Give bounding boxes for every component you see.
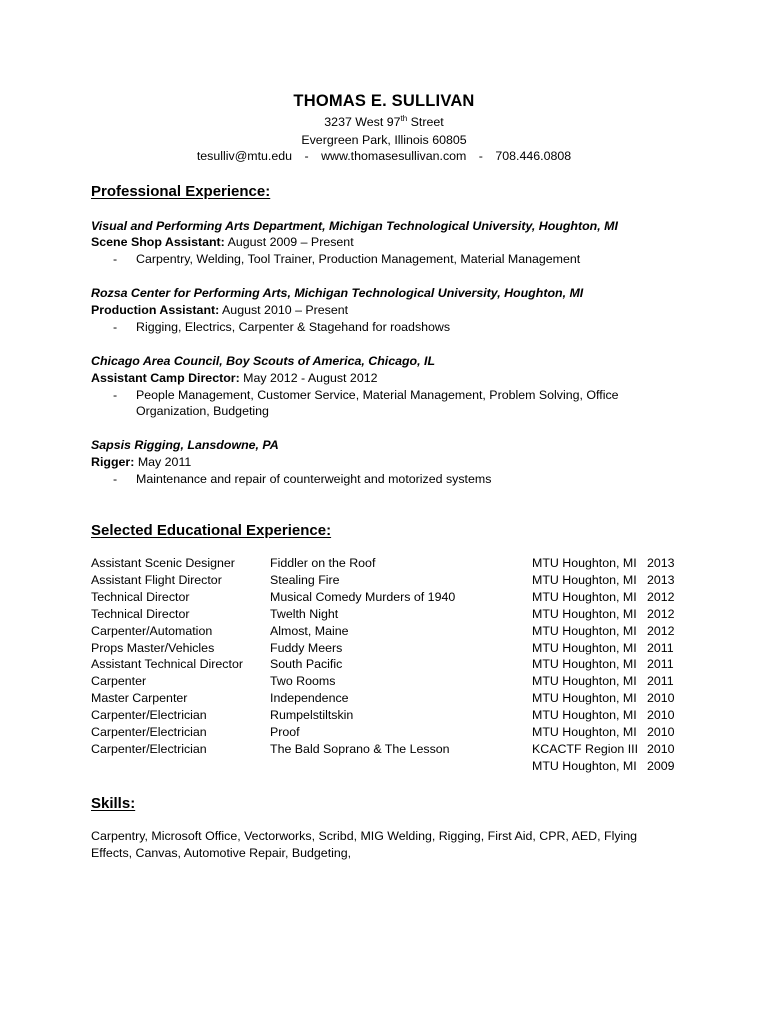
skills-line: Carpentry, Microsoft Office, Vectorworks, Scribd, MIG Welding, Rigging, First Aid, CPR, AED, Flying (91, 829, 638, 843)
education-year: 2010 (647, 708, 675, 723)
education-production: Two Rooms (270, 674, 336, 689)
education-year: 2011 (647, 657, 674, 672)
education-production: Fuddy Meers (270, 640, 343, 655)
experience-bullet: Maintenance and repair of counterweight and motorized systems (136, 472, 492, 486)
education-venue: MTU Houghton, MI (532, 725, 637, 739)
education-row (0, 709, 768, 726)
education-year: 2011 (647, 640, 674, 655)
education-year: 2013 (647, 572, 675, 587)
contact-email[interactable]: tesulliv@mtu.edu (196, 149, 293, 163)
education-production: Twelth Night (270, 606, 339, 621)
experience-title: Production Assistant: (91, 303, 220, 317)
education-production: Stealing Fire (270, 572, 340, 587)
bullet-dash: - (113, 472, 118, 486)
experience-role (91, 372, 378, 384)
education-row (0, 642, 768, 659)
experience-dates: May 2012 - August 2012 (239, 371, 378, 385)
resume-name: THOMAS E. SULLIVAN (293, 92, 475, 110)
education-row (0, 743, 768, 760)
educational-experience-heading: Selected Educational Experience: (91, 522, 332, 539)
education-year: 2013 (647, 556, 675, 570)
education-role: Carpenter/Automation (91, 623, 213, 638)
experience-dates: August 2010 – Present (219, 303, 349, 317)
education-role: Carpenter (91, 674, 147, 689)
skills-heading: Skills: (91, 795, 136, 812)
education-production: The Bald Soprano & The Lesson (270, 741, 450, 756)
education-role: Carpenter/Electrician (91, 708, 207, 723)
experience-org: Visual and Performing Arts Department, Michigan Technological University, Houghton, MI (91, 219, 618, 233)
education-production: Fiddler on the Roof (270, 556, 376, 570)
education-year: 2010 (647, 741, 675, 756)
contact-line (0, 150, 768, 162)
education-year: 2012 (647, 589, 675, 604)
experience-role (91, 304, 348, 316)
education-role: Technical Director (91, 606, 190, 621)
education-row (0, 591, 768, 608)
address-street-suffix: Street (407, 115, 444, 129)
address-city: Evergreen Park, Illinois 60805 (301, 133, 467, 147)
experience-role (91, 236, 354, 248)
education-venue: MTU Houghton, MI (532, 674, 637, 689)
education-row (0, 557, 768, 574)
skills-line: Effects, Canvas, Automotive Repair, Budgeting, (91, 846, 352, 860)
education-venue: MTU Houghton, MI (532, 691, 637, 706)
education-row (0, 675, 768, 692)
education-venue: MTU Houghton, MI (532, 708, 637, 723)
education-production: South Pacific (270, 657, 343, 672)
education-venue: MTU Houghton, MI (532, 589, 637, 604)
education-venue: MTU Houghton, MI (532, 640, 637, 655)
bullet-dash: - (113, 388, 118, 402)
address-street-prefix: 3237 West 97 (324, 115, 401, 129)
education-row (0, 760, 768, 777)
contact-separator: - (478, 149, 483, 163)
education-production: Almost, Maine (270, 623, 349, 638)
education-row (0, 608, 768, 625)
education-venue: MTU Houghton, MI (532, 556, 637, 570)
education-role: Technical Director (91, 589, 190, 604)
contact-phone: 708.446.0808 (495, 149, 572, 163)
education-year: 2012 (647, 606, 675, 621)
education-row (0, 658, 768, 675)
experience-bullet: Rigging, Electrics, Carpenter & Stagehand for roadshows (136, 320, 451, 334)
education-venue: MTU Houghton, MI (532, 623, 637, 638)
education-production: Independence (270, 691, 349, 706)
education-production: Rumpelstiltskin (270, 708, 354, 723)
education-role: Props Master/Vehicles (91, 640, 215, 655)
education-role: Assistant Technical Director (91, 657, 243, 672)
education-venue: KCACTF Region III (532, 741, 639, 756)
experience-org: Rozsa Center for Performing Arts, Michigan Technological University, Houghton, MI (91, 286, 584, 300)
education-venue: MTU Houghton, MI (532, 657, 637, 672)
education-production: Musical Comedy Murders of 1940 (270, 589, 456, 604)
experience-role (91, 456, 191, 468)
education-role: Assistant Scenic Designer (91, 556, 235, 570)
experience-bullet: Carpentry, Welding, Tool Trainer, Production Management, Material Management (136, 252, 581, 266)
experience-bullet: People Management, Customer Service, Material Management, Problem Solving, Office (136, 388, 619, 402)
experience-org: Chicago Area Council, Boy Scouts of America, Chicago, IL (91, 354, 436, 368)
bullet-dash: - (113, 252, 118, 266)
education-row (0, 692, 768, 709)
education-row (0, 574, 768, 591)
experience-dates: August 2009 – Present (224, 235, 354, 249)
education-row (0, 625, 768, 642)
experience-title: Scene Shop Assistant: (91, 235, 225, 249)
education-year: 2011 (647, 674, 674, 689)
education-role: Assistant Flight Director (91, 572, 222, 587)
education-role: Carpenter/Electrician (91, 725, 207, 739)
education-venue: MTU Houghton, MI (532, 758, 637, 773)
experience-bullet-continued: Organization, Budgeting (136, 404, 269, 418)
experience-title: Assistant Camp Director: (91, 371, 240, 385)
education-year: 2010 (647, 691, 675, 706)
bullet-dash: - (113, 320, 118, 334)
professional-experience-heading: Professional Experience: (91, 183, 271, 200)
education-year: 2010 (647, 725, 675, 739)
experience-title: Rigger: (91, 455, 135, 469)
education-venue: MTU Houghton, MI (532, 572, 637, 587)
address-street-ordinal: th (400, 114, 408, 123)
education-production: Proof (270, 725, 300, 739)
contact-website[interactable]: www.thomasesullivan.com (321, 149, 467, 163)
contact-separator: - (304, 149, 309, 163)
education-venue: MTU Houghton, MI (532, 606, 637, 621)
address-street (0, 116, 768, 128)
education-year: 2012 (647, 623, 675, 638)
education-year: 2009 (647, 758, 675, 773)
education-row (0, 726, 768, 743)
experience-org: Sapsis Rigging, Lansdowne, PA (91, 438, 279, 452)
experience-dates: May 2011 (134, 455, 192, 469)
education-role: Master Carpenter (91, 691, 188, 706)
education-role: Carpenter/Electrician (91, 741, 207, 756)
